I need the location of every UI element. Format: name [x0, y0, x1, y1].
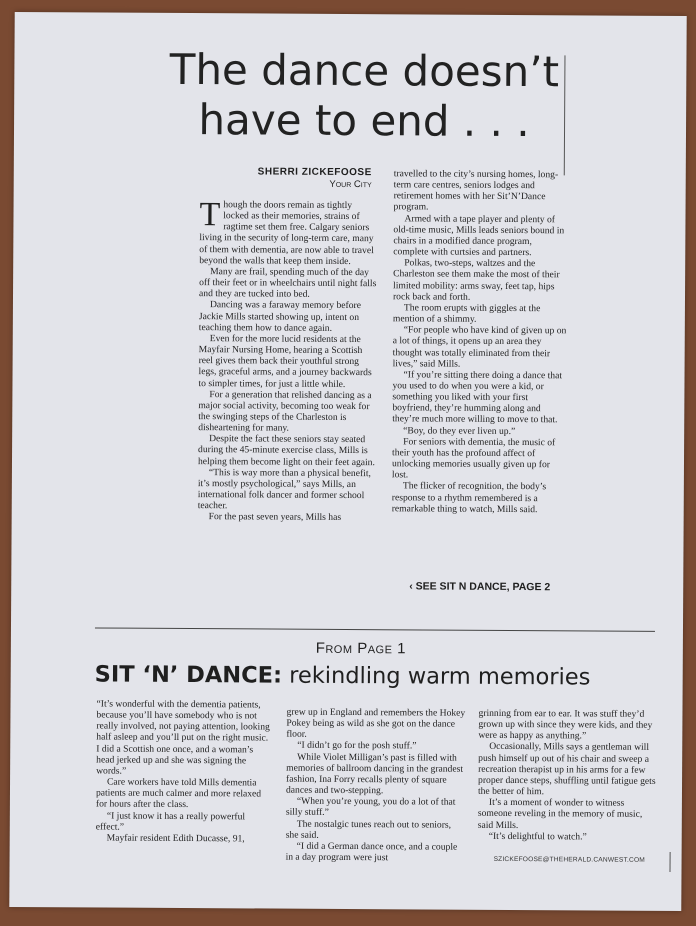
lead-paragraph: Though the doors remain as tightly locked as their memories, strains of ragtime set them free. Calgary seniors living in the security of long-term care, many of them with dementia, are now able to travel beyond the walls that keep them inside. — [199, 196, 374, 267]
paragraph: For the past seven years, Mills has — [208, 511, 342, 524]
paragraph: Polkas, two-steps, waltzes and the Charleston see them make the most of their limited mobility: arms sway, feet tap, hips rock back and forth. — [392, 257, 560, 303]
paragraph: Many are frail, spending much of the day off their feet or in wheelchairs until night falls and they are tucked into bed. — [198, 266, 377, 301]
drop-cap: T — [199, 196, 221, 234]
paragraph: Occasionally, Mills says a gentleman will push himself up out of his chair and sweep a recreation therapist up in his arms for a few proper dance steps, shuffling until fatigue gets the better of him. — [477, 741, 656, 798]
newspaper-clipping — [9, 12, 686, 911]
paragraph: The room erupts with giggles at the mention of a shimmy. — [392, 302, 541, 325]
paragraph: “I didn’t go for the posh stuff.” — [297, 740, 417, 752]
continuation-headline — [95, 658, 655, 693]
paragraph: Armed with a tape player and plenty of old-time music, Mills leads seniors bound in chairs in a modified dance program, complete with curtsies and partners. — [393, 212, 565, 259]
paragraph: Care workers have told Mills dementia patients are much calmer and more relaxed for hours after the class. — [95, 776, 262, 811]
paragraph: For a generation that relished dancing as a major social activity, becoming too weak for the swinging steps of the Charleston is disheartening for many. — [198, 388, 372, 434]
from-page-label: From Page 1 — [315, 639, 407, 658]
paragraph: The nostalgic tunes reach out to seniors, she said. — [285, 818, 452, 841]
author-name: SHERRI ZICKEFOOSE — [257, 166, 372, 179]
article-column-2 — [392, 168, 570, 515]
paragraph: While Violet Milligan’s past is filled with memories of ballroom dancing in the grandest fashion, Ina Forry recalls plenty of square dances and two-stepping. — [285, 751, 464, 797]
paragraph: grew up in England and remembers the Hokey Pokey being as wild as she got on the dance floor. — [286, 706, 466, 741]
paragraph: “If you’re sitting there doing a dance that you used to do when you were a kid, or something you liked with your first boyfriend, they’re humming along and they’re much more willing to move to that. — [392, 369, 563, 426]
headline-kicker: SIT ‘N’ DANCE: — [94, 661, 283, 689]
paragraph: “Boy, do they ever liven up.” — [403, 424, 516, 437]
end-rule — [669, 852, 670, 872]
paragraph: travelled to the city’s nursing homes, long-term care centres, seniors lodges and retirement homes with her Sit’N’Dance program. — [393, 168, 559, 213]
paragraph: It’s a moment of wonder to witness someone reveling in the memory of music, said Mills. — [477, 797, 643, 831]
column-rule — [564, 55, 566, 175]
author-email: SZICKEFOOSE@THEHERALD.CANWEST.COM — [493, 855, 646, 864]
paragraph: “For people who have kind of given up on a lot of things, it opens up an area they thought was totally eliminated from their lives,” said Mills. — [392, 324, 567, 370]
paragraph: The flicker of recognition, the body’s response to a rhythm remembered is a remarkable thing to watch, Mills said. — [391, 480, 547, 515]
paragraph: Even for the more lucid residents at the Mayfair Nursing Home, hearing a Scottish reel gives them back their youthful strong legs, graceful arms, and a journey backwards to simpler times, for just a little while. — [198, 333, 372, 390]
continuation-column-1 — [96, 698, 271, 844]
headline-deck: rekindling warm memories — [281, 662, 591, 691]
continuation-column-2 — [286, 707, 467, 864]
headline: The dance doesn’t have to end . . . — [169, 44, 560, 147]
jump-line: ‹ SEE SIT N DANCE, PAGE 2 — [409, 580, 551, 594]
paragraph: “It’s wonderful with the dementia patients, because you’ll have somebody who is not really involved, not paying attention, looking half asleep and you’ll put on the right music. I did a Scottish one once, and a woman’s head jerked up and she was signing the words.” — [96, 698, 270, 777]
byline — [204, 166, 372, 190]
paragraph: For seniors with dementia, the music of their youth has the profound affect of unlocking memories usually given up for lost. — [391, 436, 556, 481]
section-name: Your City — [329, 178, 372, 191]
paragraph: Mayfair resident Edith Ducasse, 91, — [106, 832, 245, 845]
paragraph: Despite the fact these seniors stay seated during the 45-minute exercise class, Mills is helping them become light on their feet again. — [197, 433, 375, 468]
paragraph: grinning from ear to ear. It was stuff they’d grown up with since they were kids, and they were as happy as anything.” — [478, 707, 653, 742]
paragraph: “When you’re young, you do a lot of that silly stuff.” — [285, 795, 456, 819]
paragraph: “This is way more than a physical benefit, it’s mostly psychological,” says Mills, an international folk dancer and former school teacher. — [197, 466, 371, 512]
paragraph: “I just know it has a really powerful effect.” — [95, 810, 246, 833]
article-column-1 — [197, 196, 378, 524]
paragraph: “It’s delightful to watch.” — [488, 830, 587, 843]
paragraph: Dancing was a faraway memory before Jackie Mills started showing up, intent on teaching them how to dance again. — [198, 299, 362, 334]
section-divider — [95, 627, 655, 631]
paragraph: “I did a German dance once, and a couple in a day program were just — [285, 840, 458, 864]
continuation-column-3 — [478, 708, 657, 843]
